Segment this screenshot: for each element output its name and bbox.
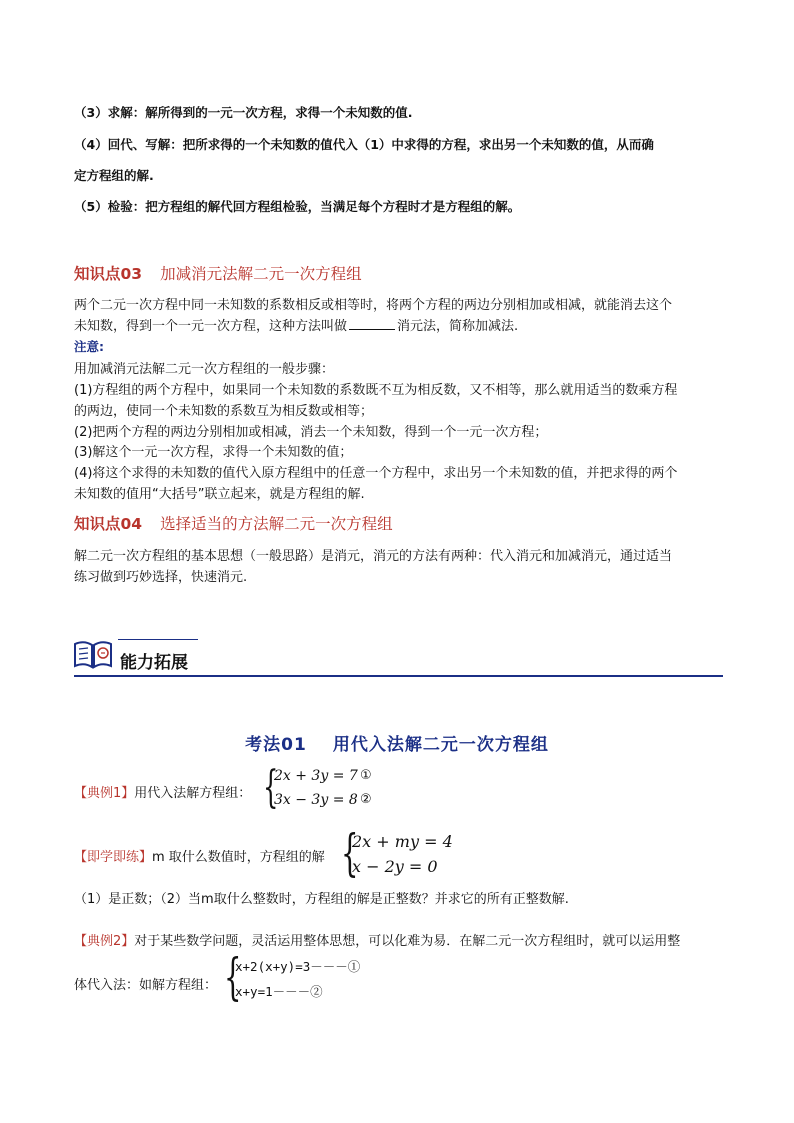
kp03-steps-intro: 用加减消元法解二元一次方程组的一般步骤： bbox=[74, 362, 335, 377]
example-1-prompt bbox=[74, 782, 251, 801]
banner-top-rule bbox=[118, 639, 198, 640]
method-heading bbox=[0, 730, 794, 755]
practice-text: m 取什么数值时，方程组的解 bbox=[152, 850, 325, 865]
text-before-blank: 未知数，得到一个一元一次方程，这种方法叫做 bbox=[74, 319, 348, 334]
step-4-line1: （4）回代、写解：把所求得的一个未知数的值代入（1）中求得的方程，求出另一个未知数的值，从而确 bbox=[74, 137, 654, 152]
kp03-item-1-line2: 的两边，使同一个未知数的系数互为相反数或相等； bbox=[74, 404, 374, 419]
practice-prompt bbox=[74, 846, 325, 865]
method-number: 考法01 bbox=[245, 735, 307, 755]
knowledge-point-03-heading bbox=[74, 262, 362, 284]
open-book-icon bbox=[72, 636, 114, 672]
practice-equation-1: 2x + my = 4 bbox=[352, 832, 453, 851]
equation-2: 3x − 3y = 8 bbox=[274, 792, 358, 808]
step-4-line2: 定方程组的解. bbox=[74, 168, 154, 183]
note-label: 注意: bbox=[74, 339, 104, 354]
kp04-paragraph-line1: 解二元一次方程组的基本思想（一般思路）是消元，消元的方法有两种：代入消元和加减消元，通过适当 bbox=[74, 549, 673, 564]
knowledge-point-number: 知识点04 bbox=[74, 515, 143, 533]
kp03-paragraph-line2 bbox=[74, 315, 518, 334]
knowledge-point-04-heading bbox=[74, 512, 393, 534]
kp04-paragraph-line2: 练习做到巧妙选择，快速消元. bbox=[74, 570, 248, 585]
example-text: 对于某些数学问题，灵活运用整体思想，可以化难为易．在解二元一次方程组时，就可以运用整 bbox=[134, 934, 681, 949]
kp03-paragraph-line1: 两个二元一次方程中同一未知数的系数相反或相等时，将两个方程的两边分别相加或相减，就能消去这个 bbox=[74, 298, 673, 313]
banner-title: 能力拓展 bbox=[120, 653, 188, 673]
example-tag: 【典例1】 bbox=[74, 786, 135, 801]
kp03-item-3: (3)解这个一元一次方程，求得一个未知数的值； bbox=[74, 445, 353, 460]
practice-equation-2: x − 2y = 0 bbox=[352, 857, 438, 876]
example-text: 用代入法解方程组： bbox=[134, 786, 252, 801]
step-3: （3）求解：解所得到的一元一次方程，求得一个未知数的值. bbox=[74, 105, 413, 120]
step-5: （5）检验：把方程组的解代回方程组检验，当满足每个方程时才是方程组的解。 bbox=[74, 199, 521, 214]
example-2-equation-1: x+2(x+y)=3－－－① bbox=[235, 959, 361, 974]
equation-marker-2: ② bbox=[360, 792, 372, 807]
text-after-blank: 消元法，简称加减法. bbox=[397, 319, 519, 334]
kp03-item-4-line2: 未知数的值用“大括号”联立起来，就是方程组的解. bbox=[74, 487, 365, 502]
kp03-item-1-line1: (1)方程组的两个方程中，如果同一个未知数的系数既不互为相反数，又不相等，那么就用适当的数乘方程 bbox=[74, 383, 678, 398]
example-2-line2: 体代入法：如解方程组： bbox=[74, 978, 218, 993]
kp03-item-4-line1: (4)将这个求得的未知数的值代入原方程组中的任意一个方程中，求出另一个未知数的值，并把求得的两个 bbox=[74, 466, 678, 481]
equation-brace: { bbox=[224, 948, 242, 1006]
banner-underline bbox=[74, 675, 723, 677]
knowledge-point-title: 选择适当的方法解二元一次方程组 bbox=[160, 515, 393, 533]
fill-in-blank bbox=[349, 319, 395, 330]
practice-tag: 【即学即练】 bbox=[74, 850, 153, 865]
example-2-line1 bbox=[74, 930, 680, 949]
equation-marker-1: ① bbox=[360, 768, 372, 783]
equation-brace: { bbox=[263, 762, 279, 813]
equation-1: 2x + 3y = 7 bbox=[274, 768, 358, 784]
practice-question: （1）是正数；（2）当m取什么整数时，方程组的解是正整数？并求它的所有正整数解. bbox=[74, 892, 569, 907]
method-title: 用代入法解二元一次方程组 bbox=[332, 735, 549, 755]
knowledge-point-title: 加减消元法解二元一次方程组 bbox=[160, 265, 362, 283]
example-tag: 【典例2】 bbox=[74, 934, 135, 949]
knowledge-point-number: 知识点03 bbox=[74, 265, 143, 283]
example-2-equation-2: x+y=1－－－② bbox=[235, 984, 323, 999]
kp03-item-2: (2)把两个方程的两边分别相加或相减，消去一个未知数，得到一个一元一次方程； bbox=[74, 425, 548, 440]
equation-brace: { bbox=[341, 824, 359, 882]
